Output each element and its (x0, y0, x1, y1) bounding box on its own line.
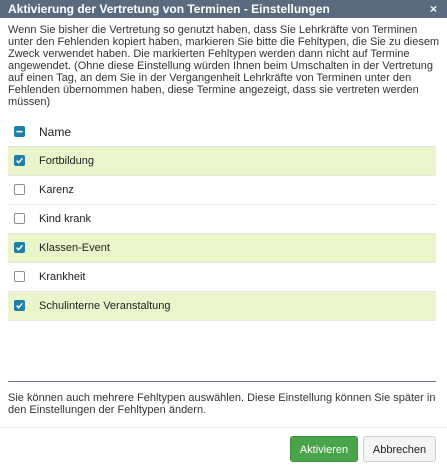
list-item[interactable] (8, 147, 436, 176)
item-label: Karenz (39, 184, 74, 196)
item-checkbox[interactable] (14, 242, 25, 253)
list-item[interactable] (8, 205, 436, 234)
dialog-titlebar (0, 0, 447, 18)
item-checkbox[interactable] (14, 271, 25, 282)
item-checkbox[interactable] (14, 184, 25, 195)
select-all-checkbox[interactable] (14, 126, 25, 137)
item-checkbox[interactable] (14, 213, 25, 224)
item-label: Klassen-Event (39, 242, 110, 254)
item-checkbox[interactable] (14, 300, 25, 311)
header-label: Name (39, 125, 72, 139)
item-label: Fortbildung (39, 155, 95, 167)
cancel-button[interactable]: Abbrechen (363, 436, 436, 462)
list-item[interactable] (8, 234, 436, 263)
intro-text: Wenn Sie bisher die Vertretung so genutzt haben, dass Sie Lehrkräfte von Terminen unter den Fehlenden kopiert haben, markieren Sie bitte die Fehltypen, die Sie zu diesem Zweck verwendet haben. Die markierten Fehltypen werden dann nicht auf Termine angewendet. (Ohne diese Einstellung würden Ihnen beim Umschalten in der Vertretung auf einen Tag, an dem Sie in der Vergangenheit Lehrkräfte von Terminen unter den Fehlenden übernommen haben, diese Termine angezeigt, dass sie vertreten werden müssen) (8, 24, 440, 108)
activate-button[interactable]: Aktivieren (290, 436, 358, 462)
dialog-title: Aktivierung der Vertretung von Terminen - Einstellungen (8, 2, 330, 16)
list-header (8, 118, 436, 147)
item-label: Schulinterne Veranstaltung (39, 300, 171, 312)
footer-divider (0, 427, 447, 428)
list-item[interactable] (8, 176, 436, 205)
item-label: Krankheit (39, 271, 86, 283)
list-item[interactable] (8, 292, 436, 321)
close-icon[interactable]: × (429, 2, 437, 16)
list-divider (8, 381, 436, 382)
absence-type-list (8, 118, 436, 321)
list-item[interactable] (8, 263, 436, 292)
item-label: Kind krank (39, 213, 91, 225)
hint-text: Sie können auch mehrere Fehltypen auswählen. Diese Einstellung können Sie später in den Einstellungen der Fehltypen ändern. (8, 392, 436, 416)
item-checkbox[interactable] (14, 155, 25, 166)
